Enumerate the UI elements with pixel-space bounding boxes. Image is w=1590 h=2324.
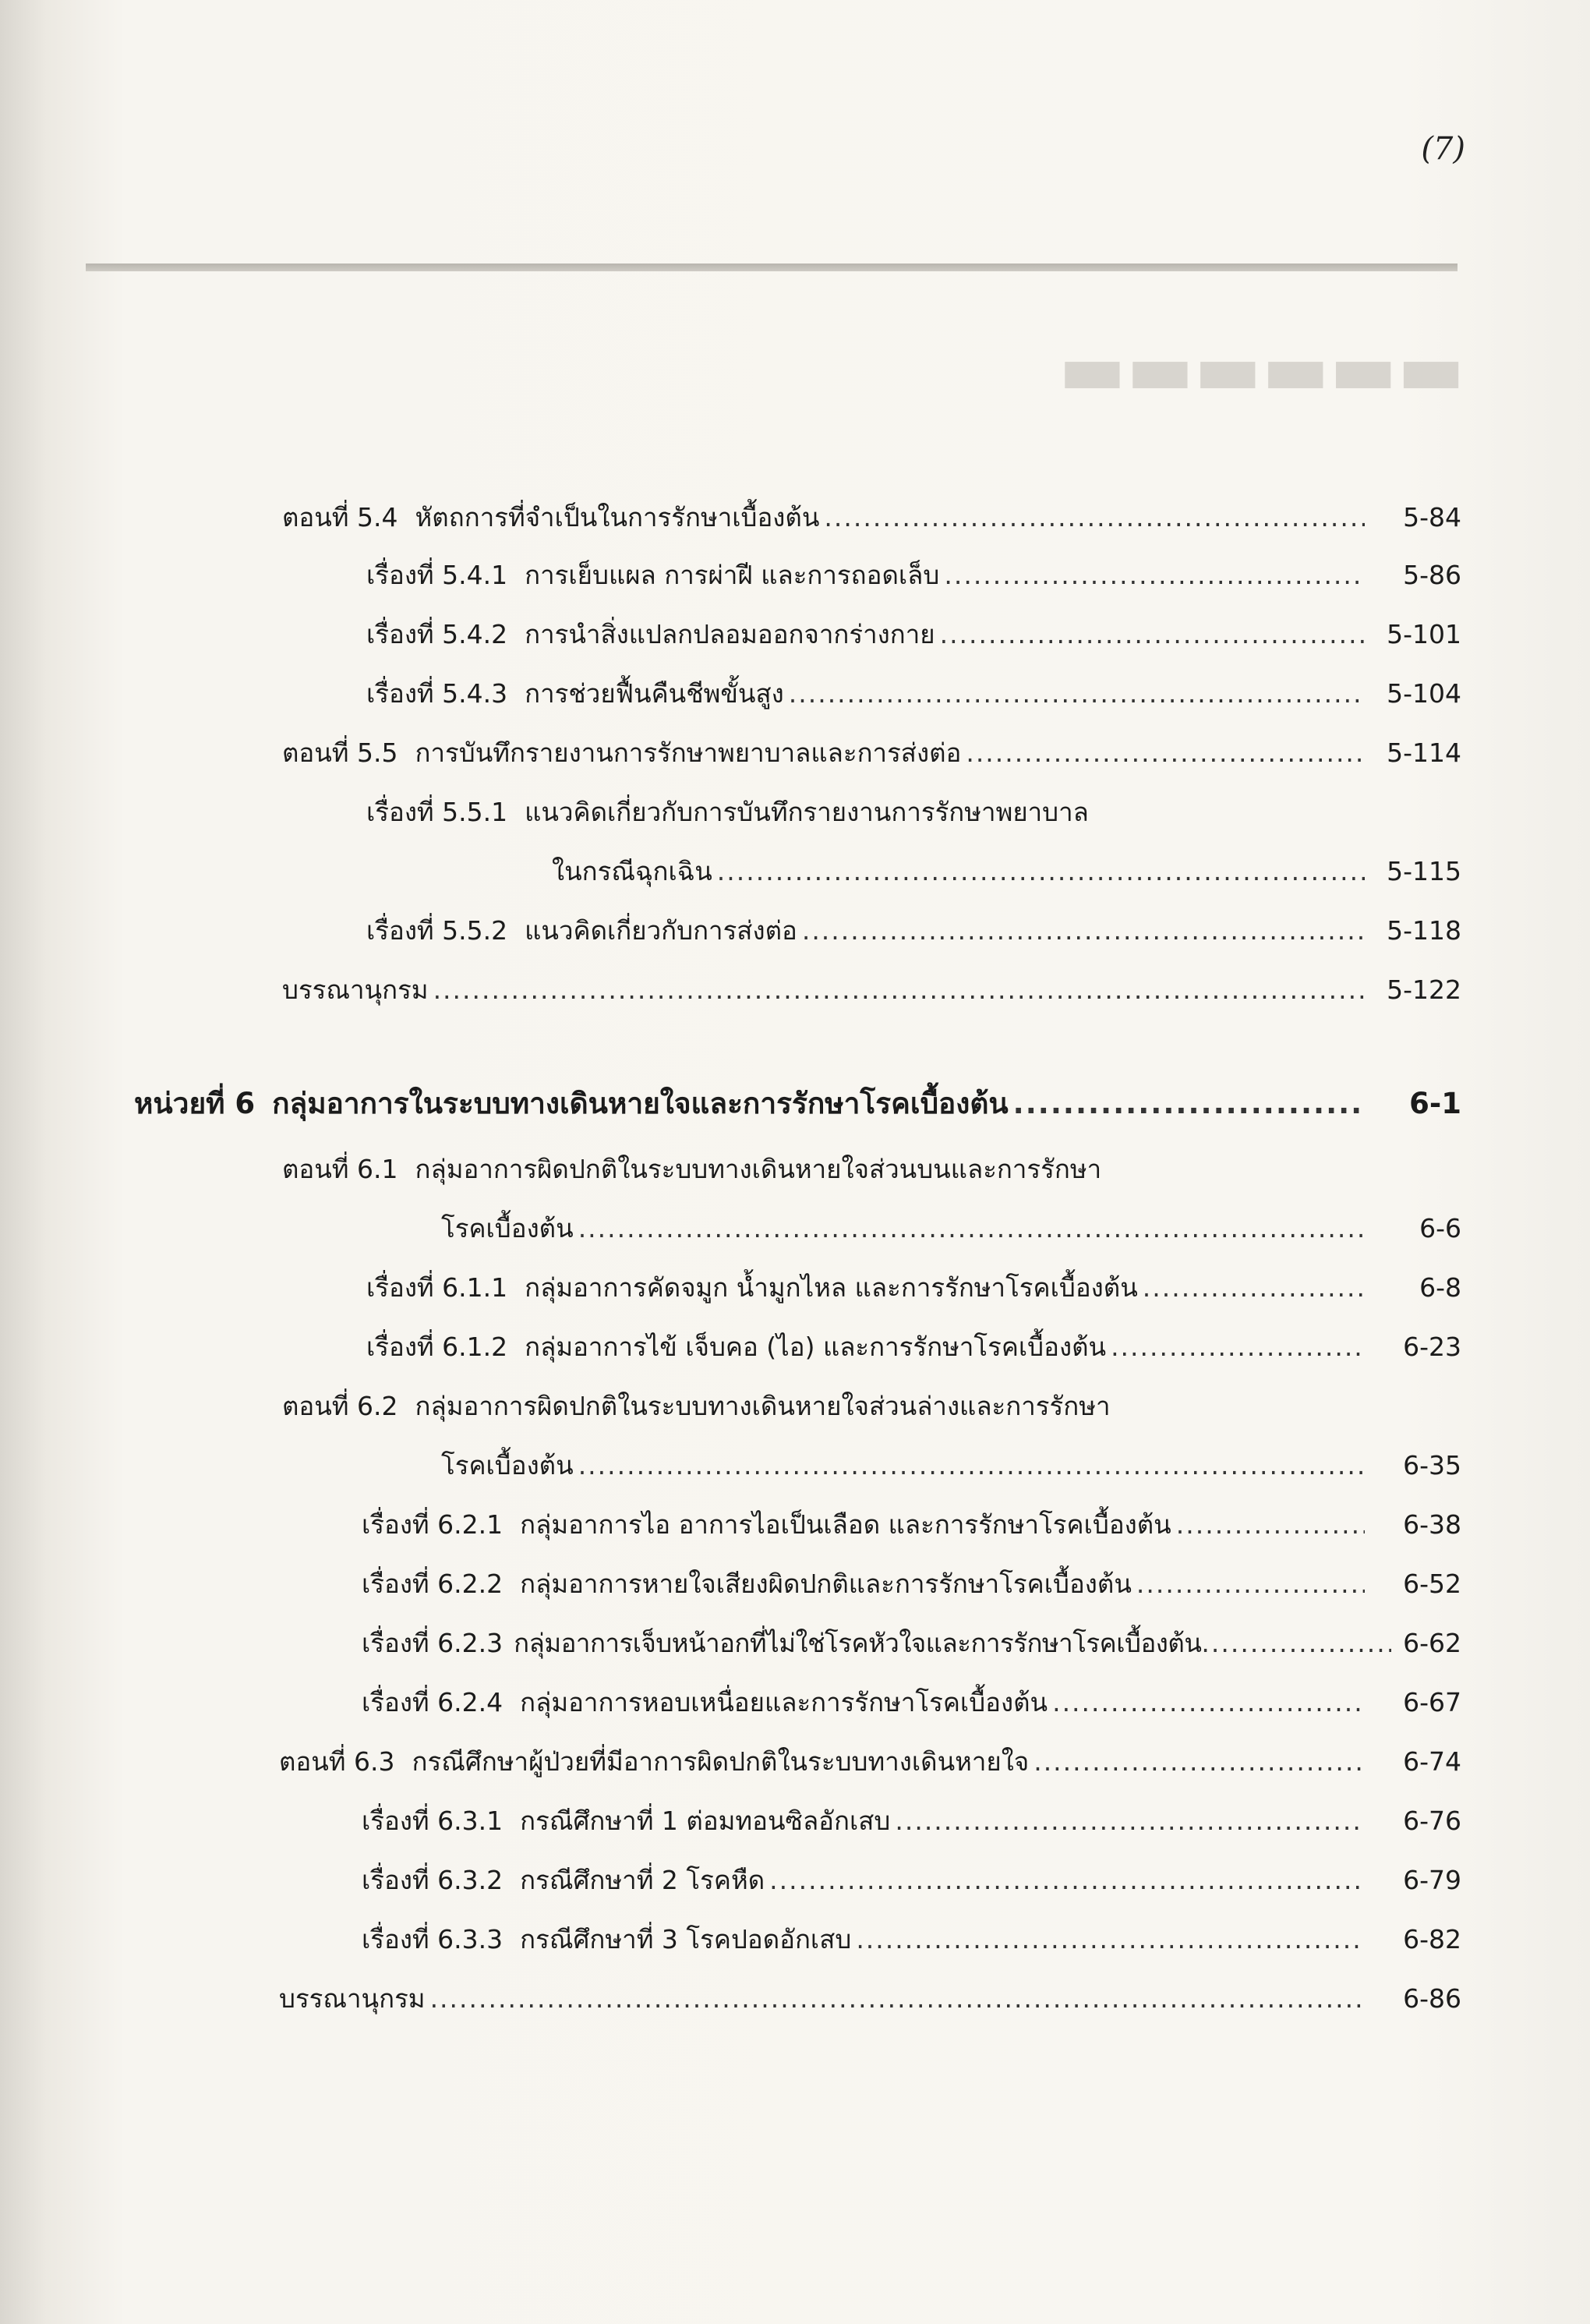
toc-title: การเย็บแผล การผ่าฝี และการถอดเล็บ xyxy=(525,560,940,590)
toc-label: เรื่องที่ 5.4.2 xyxy=(366,619,508,649)
toc-page: 5-101 xyxy=(1387,619,1461,649)
toc-page: 6-74 xyxy=(1403,1746,1461,1777)
toc-title: หัตถการที่จำเป็นในการรักษาเบื้องต้น xyxy=(415,502,820,532)
toc-entry-topic-5-5-1-continued[interactable] xyxy=(552,853,1461,890)
toc-label: ตอนที่ 5.4 xyxy=(282,502,398,532)
toc-leader-dots xyxy=(824,499,1365,536)
toc-title: การช่วยฟื้นคืนชีพขั้นสูง xyxy=(525,678,784,709)
toc-title: แนวคิดเกี่ยวกับการบันทึกรายงานการรักษาพยาบาล xyxy=(525,797,1089,827)
toc-entry-topic-6-2-3[interactable] xyxy=(362,1625,1461,1662)
toc-page: 5-118 xyxy=(1387,915,1461,946)
toc-title: กลุ่มอาการหายใจเสียงผิดปกติและการรักษาโรคเบื้องต้น xyxy=(520,1569,1132,1599)
toc-title: การนำสิ่งแปลกปลอมออกจากร่างกาย xyxy=(525,619,935,649)
toc-page: 6-79 xyxy=(1403,1865,1461,1895)
toc-title-continued: โรคเบื้องต้น xyxy=(441,1213,574,1243)
toc-page: 6-76 xyxy=(1403,1806,1461,1836)
toc-entry-topic-6-2-4[interactable] xyxy=(362,1684,1461,1721)
toc-title: กรณีศึกษาที่ 3 โรคปอดอักเสบ xyxy=(520,1924,852,1954)
toc-title: กลุ่มอาการหอบเหนื่อยและการรักษาโรคเบื้องต้น xyxy=(520,1687,1048,1717)
toc-title: กลุ่มอาการในระบบทางเดินหายใจและการรักษาโรคเบื้องต้น xyxy=(272,1087,1009,1120)
toc-label: เรื่องที่ 6.2.4 xyxy=(362,1687,504,1717)
toc-entry-topic-5-5-1[interactable] xyxy=(366,794,1461,831)
toc-label: หน่วยที่ 6 xyxy=(134,1087,256,1120)
toc-label: เรื่องที่ 6.3.3 xyxy=(362,1924,504,1954)
toc-page: 6-86 xyxy=(1403,1983,1461,2014)
toc-title: กลุ่มอาการผิดปกติในระบบทางเดินหายใจส่วนล่างและการรักษา xyxy=(415,1391,1111,1421)
toc-page: 6-1 xyxy=(1409,1087,1461,1120)
toc-entry-section-6-3[interactable] xyxy=(279,1743,1461,1781)
toc-label: เรื่องที่ 6.2.1 xyxy=(362,1509,504,1540)
toc-title: แนวคิดเกี่ยวกับการส่งต่อ xyxy=(525,915,797,946)
toc-page: 6-23 xyxy=(1403,1332,1461,1362)
toc-entry-topic-6-1-2[interactable] xyxy=(366,1328,1461,1366)
toc-page: 6-35 xyxy=(1403,1450,1461,1480)
toc-label: เรื่องที่ 5.4.3 xyxy=(366,678,508,709)
toc-leader-dots xyxy=(1136,1565,1365,1603)
toc-page: 5-115 xyxy=(1387,856,1461,886)
toc-leader-dots xyxy=(895,1802,1365,1840)
toc-page: 6-38 xyxy=(1403,1509,1461,1540)
toc-label: เรื่องที่ 6.1.1 xyxy=(366,1272,508,1303)
header-rule xyxy=(86,264,1458,271)
toc-leader-dots xyxy=(1201,1625,1391,1662)
toc-title: กรณีศึกษาที่ 2 โรคหืด xyxy=(520,1865,765,1895)
toc-entry-topic-6-2-1[interactable] xyxy=(362,1506,1461,1544)
toc-title: กลุ่มอาการไข้ เจ็บคอ (ไอ) และการรักษาโรคเบื้องต้น xyxy=(525,1332,1107,1362)
toc-entry-unit-6[interactable] xyxy=(134,1085,1461,1123)
toc-page: 5-86 xyxy=(1403,560,1461,590)
toc-page: 5-104 xyxy=(1387,678,1461,709)
page-number: (7) xyxy=(1421,131,1465,167)
toc-leader-dots xyxy=(940,616,1365,653)
toc-leader-dots xyxy=(1176,1506,1365,1544)
toc-entry-section-6-2[interactable] xyxy=(282,1388,1461,1425)
toc-title-continued: โรคเบื้องต้น xyxy=(441,1450,574,1480)
toc-label: ตอนที่ 6.2 xyxy=(282,1391,398,1421)
toc-page: 6-82 xyxy=(1403,1924,1461,1954)
toc-entry-topic-6-2-2[interactable] xyxy=(362,1565,1461,1603)
toc-label: เรื่องที่ 5.5.2 xyxy=(366,915,508,946)
toc-leader-dots xyxy=(769,1862,1365,1899)
toc-leader-dots xyxy=(430,1980,1365,2018)
toc-leader-dots xyxy=(1052,1684,1365,1721)
toc-title: กลุ่มอาการผิดปกติในระบบทางเดินหายใจส่วนบนและการรักษา xyxy=(415,1154,1102,1184)
toc-page: 5-122 xyxy=(1387,975,1461,1005)
toc-title: บรรณานุกรม xyxy=(279,1983,426,2014)
toc-leader-dots xyxy=(1034,1743,1365,1781)
toc-leader-dots xyxy=(433,971,1365,1009)
toc-title: บรรณานุกรม xyxy=(282,975,429,1005)
toc-leader-dots xyxy=(966,734,1365,772)
toc-label: เรื่องที่ 5.4.1 xyxy=(366,560,508,590)
toc-page: 5-114 xyxy=(1387,738,1461,768)
toc-entry-topic-6-1-1[interactable] xyxy=(366,1269,1461,1307)
toc-entry-topic-5-4-3[interactable] xyxy=(366,675,1461,713)
toc-title: กรณีศึกษาที่ 1 ต่อมทอนซิลอักเสบ xyxy=(520,1806,891,1836)
toc-entry-topic-5-4-1[interactable] xyxy=(366,557,1461,594)
toc-label: ตอนที่ 5.5 xyxy=(282,738,398,768)
toc-label: เรื่องที่ 6.2.3 xyxy=(362,1628,504,1658)
toc-page: 6-62 xyxy=(1403,1628,1461,1658)
toc-page: 6-67 xyxy=(1403,1687,1461,1717)
toc-entry-section-5-4[interactable] xyxy=(282,499,1461,536)
toc-title: กลุ่มอาการไอ อาการไอเป็นเลือด และการรักษาโรคเบื้องต้น xyxy=(520,1509,1171,1540)
toc-entry-topic-6-3-2[interactable] xyxy=(362,1862,1461,1899)
toc-page: 6-6 xyxy=(1419,1213,1461,1243)
toc-entry-topic-5-4-2[interactable] xyxy=(366,616,1461,653)
toc-entry-topic-5-5-2[interactable] xyxy=(366,912,1461,950)
toc-page: 6-8 xyxy=(1419,1272,1461,1303)
toc-leader-dots xyxy=(1013,1085,1365,1123)
toc-leader-dots xyxy=(944,557,1365,594)
toc-entry-section-6-1-continued[interactable] xyxy=(441,1210,1461,1247)
toc-label: เรื่องที่ 6.3.2 xyxy=(362,1865,504,1895)
toc-label: ตอนที่ 6.1 xyxy=(282,1154,398,1184)
toc-leader-dots xyxy=(802,912,1365,950)
toc-entry-topic-6-3-1[interactable] xyxy=(362,1802,1461,1840)
toc-label: เรื่องที่ 6.1.2 xyxy=(366,1332,508,1362)
toc-page: 6-52 xyxy=(1403,1569,1461,1599)
toc-label: เรื่องที่ 6.3.1 xyxy=(362,1806,504,1836)
toc-title-continued: ในกรณีฉุกเฉิน xyxy=(552,856,712,886)
toc-title: กรณีศึกษาผู้ป่วยที่มีอาการผิดปกติในระบบทางเดินหายใจ xyxy=(412,1746,1030,1777)
toc-entry-bibliography-6[interactable] xyxy=(279,1980,1461,2018)
toc-title: กลุ่มอาการเจ็บหน้าอกที่ไม่ใช่โรคหัวใจและการรักษาโรคเบื้องต้น xyxy=(514,1628,1202,1658)
toc-entry-section-5-5[interactable] xyxy=(282,734,1461,772)
toc-leader-dots xyxy=(717,853,1365,890)
toc-entry-bibliography-5[interactable] xyxy=(282,971,1461,1009)
toc-entry-topic-6-3-3[interactable] xyxy=(362,1921,1461,1958)
toc-label: เรื่องที่ 5.5.1 xyxy=(366,797,508,827)
toc-leader-dots xyxy=(578,1210,1365,1247)
toc-entry-section-6-2-continued[interactable] xyxy=(441,1447,1461,1484)
toc-label: เรื่องที่ 6.2.2 xyxy=(362,1569,504,1599)
toc-leader-dots xyxy=(789,675,1365,713)
show-through-heading: ▬▬▬▬▬▬ xyxy=(1058,327,1465,411)
toc-title: การบันทึกรายงานการรักษาพยาบาลและการส่งต่อ xyxy=(415,738,962,768)
toc-page: 5-84 xyxy=(1403,502,1461,532)
toc-leader-dots xyxy=(1111,1328,1365,1366)
toc-leader-dots xyxy=(856,1921,1365,1958)
toc-label: ตอนที่ 6.3 xyxy=(279,1746,395,1777)
toc-title: กลุ่มอาการคัดจมูก น้ำมูกไหล และการรักษาโรคเบื้องต้น xyxy=(525,1272,1138,1303)
toc-leader-dots xyxy=(578,1447,1365,1484)
toc-entry-section-6-1[interactable] xyxy=(282,1151,1461,1188)
toc-leader-dots xyxy=(1143,1269,1365,1307)
